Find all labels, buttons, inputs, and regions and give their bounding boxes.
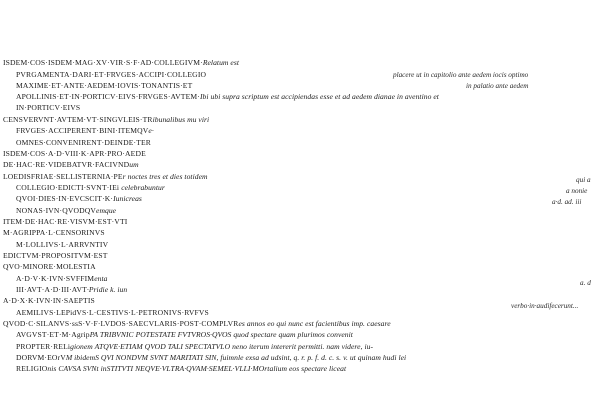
text-line-6: CENSVERVNT·AVTEM·VT·SINGVLEIS·TRibunalibus mu viri: [3, 115, 210, 124]
text-line-21: III·AVT·A·D·III·AVT·Pridie k. iun: [16, 285, 128, 294]
margin-note-3: qui a: [576, 176, 591, 184]
margin-note-4: a nonie: [566, 187, 588, 195]
margin-note-7: verbo·in·audifecerunt...: [511, 302, 579, 310]
text-line-20: A·D·V·K·IVN·SVFFIMenta: [16, 274, 108, 283]
text-line-1: ISDEM·COS·ISDEM·MAG·XV·VIR·S·F·AD·COLLEGIVM·Relatum est: [3, 58, 240, 67]
text-line-17: M·LOLLIVS·L·ARRVNTIV: [16, 240, 109, 249]
text-line-27: DORVM·EOrVM ibidemS QVI NONDVM SVNT MARITATI SIN, fuimnle exsa ad udsint, q. r. p. f. d. c. s. v. ut quinam hudi lei: [16, 353, 407, 362]
text-line-12: COLLEGIO·EDICTI·SVNT·IEi celebrabuntur: [16, 183, 165, 192]
text-line-15: ITEM·DE·HAC·RE·VISVM·EST·VTI: [3, 217, 128, 226]
text-line-11: LOEDISFRIAE·SELLISTERNIA·PEr noctes tres et dies totidem: [3, 172, 208, 181]
text-line-23: AEMILIVS·LEPidVS·L·CESTIVS·L·PETRONIVS·RVFVS: [16, 308, 209, 317]
text-line-25: AVGVST·ET·M·AgripPA TRIBVNIC POTESTATE FVTVROS·QVOS quod spectare quam plurimos convenit: [16, 330, 353, 339]
text-line-19: QVO·MINORE·MOLESTIA: [3, 262, 96, 271]
text-line-18: EDICTVM·PROPOSITVM·EST: [3, 251, 108, 260]
text-line-13: QVOI·DIES·IN·EVCSCIT·K·Iunicreas: [16, 194, 142, 203]
margin-note-5: a·d. ad. iii: [552, 198, 582, 206]
text-line-8: OMNES·CONVENIRENT·DEINDE·TER: [16, 138, 151, 147]
text-line-2: PVRGAMENTA·DARI·ET·FRVGES·ACCIPI·COLLEGIO: [16, 70, 207, 79]
text-line-10: DE·HAC·RE·VIDEBATVR·FACIVNDum: [3, 160, 139, 169]
text-line-28: RELIGIOnis CAVSA SVNt inSTITVTI NEQVE·VLTRA·QVAM·SEMEL·VLLI·MOrtalium eos spectare liceat: [16, 364, 347, 373]
text-line-7: FRVGES·ACCIPERENT·BINI·ITEMQVe·: [16, 126, 154, 135]
text-line-24: QVOD·C·SILANVS·ssS·V·F·LVDOS·SAECVLARIS·POST·COMPLVRes annos eo qui nunc est facientibus imp. caesare: [3, 319, 391, 328]
text-line-9: ISDEM·COS·A·D·VIII·K·APR·PRO·AEDE: [3, 149, 146, 158]
text-line-22: A·D·X·K·IVN·IN·SAEPTIS: [3, 296, 95, 305]
text-line-26: PROPTER·RELigionem ATQVE·ETIAM QVOD TALI SPECTATVLO neno iterum intererit permitti. nam videre, iu-: [16, 342, 374, 351]
text-line-4: APOLLINIS·ET·IN·PORTICV·EIVS·FRVGES·AVTEM·Ibi ubi supra scriptum est accipiendas esse et ad aedem dianae in aventino et: [16, 92, 439, 101]
margin-note-1: placere ut in capitolio ante aedem iocis optimo: [393, 71, 529, 79]
margin-note-6: a. d: [580, 279, 591, 287]
text-line-16: M·AGRIPPA·L·CENSORINVS: [3, 228, 105, 237]
text-line-3: MAXIME·ET·ANTE·AEDEM·IOVIS·TONANTIS·ET: [16, 81, 193, 90]
text-line-14: NONAS·IVN·QVODQVemque: [16, 206, 117, 215]
text-line-5: IN·PORTICV·EIVS: [16, 103, 81, 112]
margin-note-2: in palatio ante aedem: [466, 82, 529, 90]
